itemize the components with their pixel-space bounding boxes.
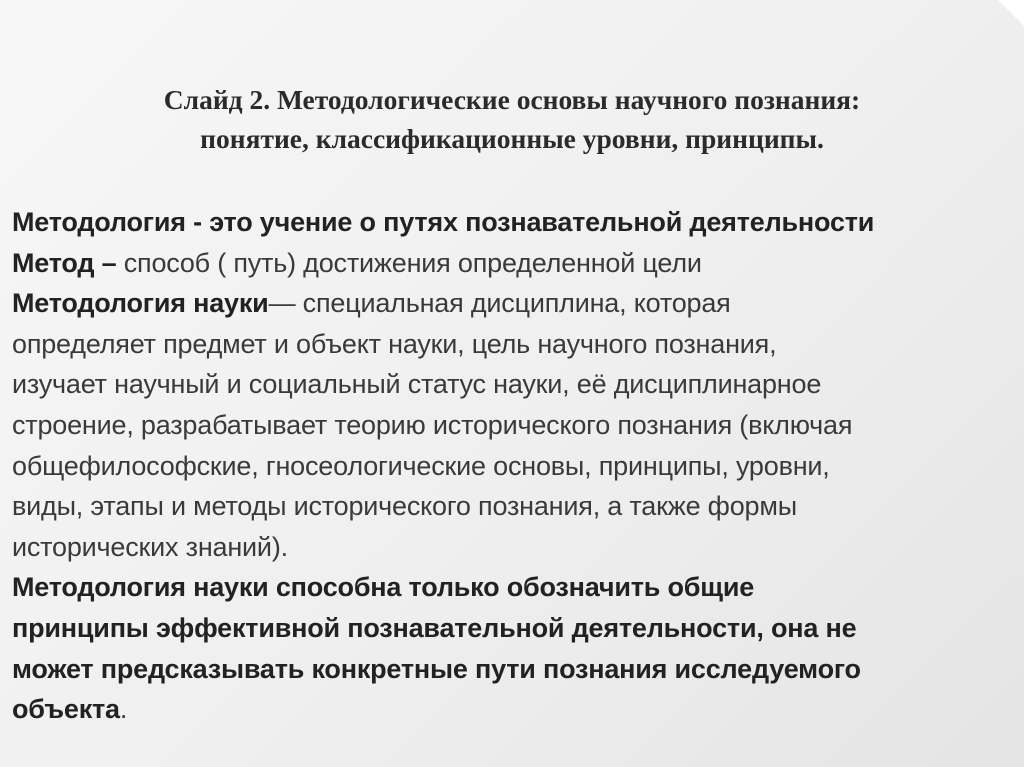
paragraph-line-5: изучает научный и социальный статус науки, её дисциплинарное: [12, 369, 822, 400]
term-object: объекта: [12, 694, 120, 725]
conclusion-line-1: Методология науки способна только обозначить общие: [12, 572, 755, 603]
definition-science-methodology: [12, 283, 1012, 324]
term-science-methodology: Методология науки: [12, 288, 269, 319]
paragraph-line-6: строение, разрабатывает теорию исторического познания (включая: [12, 409, 853, 440]
conclusion-line-2: принципы эффективной познавательной деятельности, она не: [12, 612, 857, 643]
definition-method: [12, 243, 1012, 284]
definition-science-methodology-text: — специальная дисциплина, которая: [268, 288, 731, 319]
slide-title-line-1: Слайд 2. Методологические основы научного познания:: [163, 84, 861, 115]
paragraph-line-4: определяет предмет и объект науки, цель научного познания,: [12, 328, 777, 359]
conclusion-period: .: [119, 694, 128, 725]
term-method: Метод –: [12, 247, 117, 278]
slide-title: [0, 80, 1024, 158]
conclusion-line-4: [12, 689, 1012, 730]
conclusion-line-3: может предсказывать конкретные пути познания исследуемого: [12, 653, 861, 684]
definition-methodology: Методология - это учение о путях познавательной деятельности: [12, 207, 875, 237]
page-corner-fold: [998, 0, 1024, 26]
paragraph-line-9: исторических знаний).: [12, 531, 288, 562]
slide-title-line-2: понятие, классификационные уровни, принципы.: [200, 123, 824, 154]
slide-body: [12, 202, 1012, 730]
paragraph-line-7: общефилософские, гносеологические основы, принципы, уровни,: [12, 450, 830, 481]
paragraph-line-8: виды, этапы и методы исторического познания, а также формы: [12, 491, 797, 522]
definition-method-text: способ ( путь) достижения определенной цели: [116, 247, 702, 278]
